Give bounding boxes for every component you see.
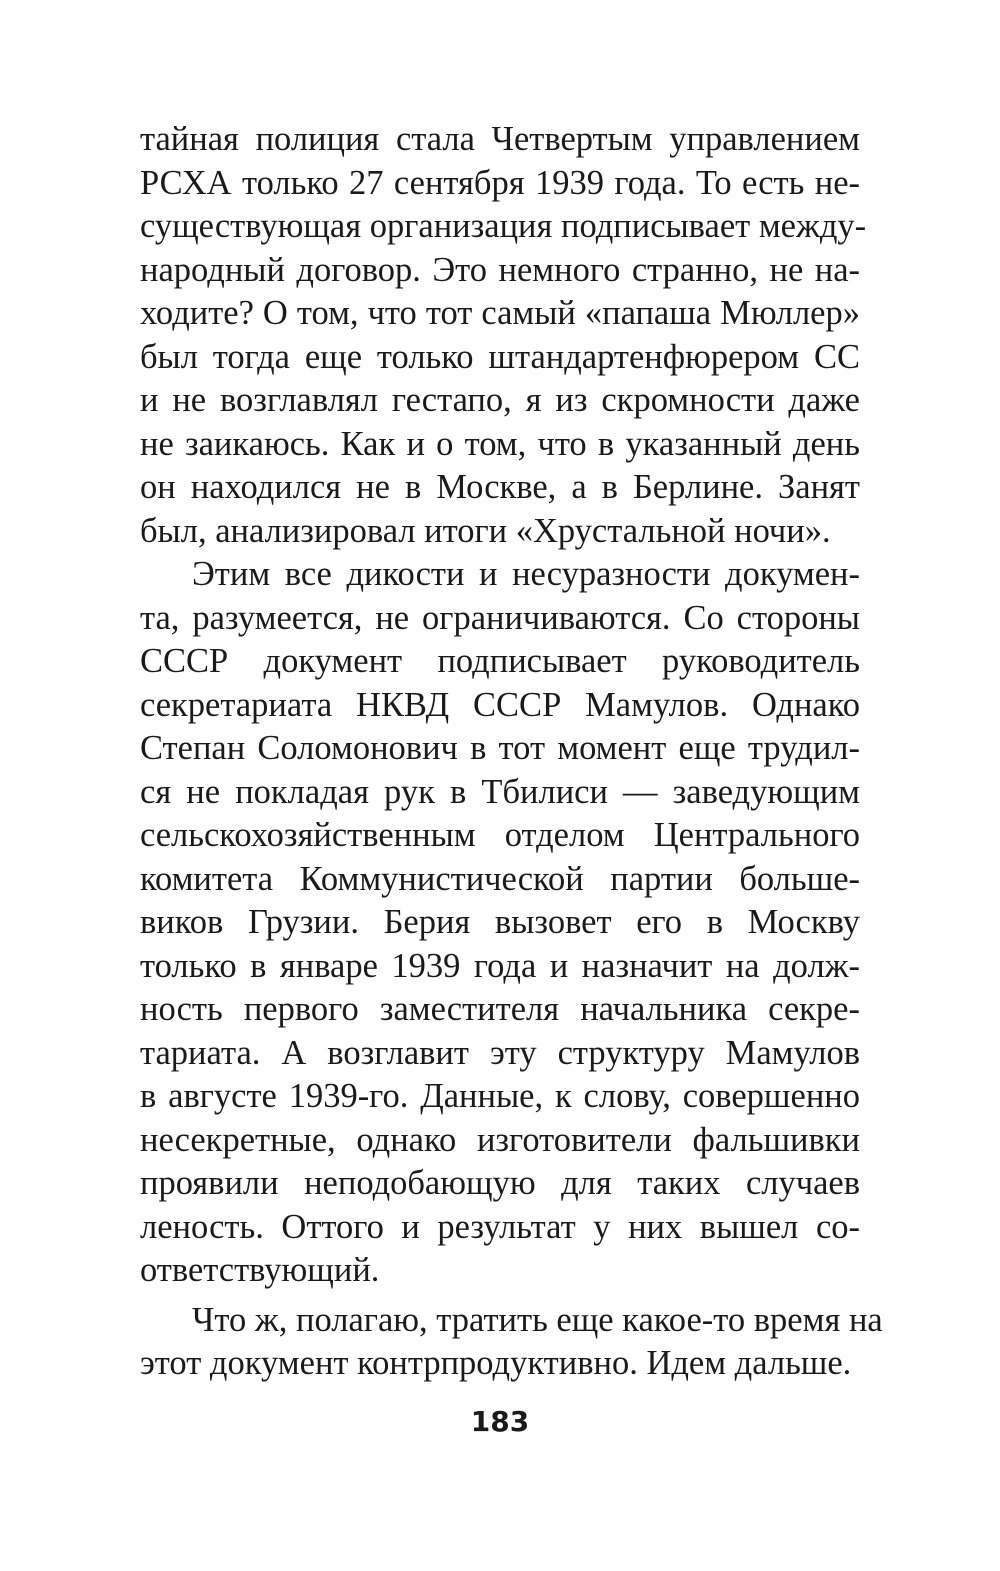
text-line: тайная полиция стала Четвертым управлением — [140, 120, 860, 158]
text-line: в августе 1939-го. Данные, к слову, совершенно — [140, 1077, 860, 1115]
text-line: он находился не в Москве, а в Берлине. Занят — [140, 468, 860, 506]
paragraph-1 — [140, 118, 867, 553]
text-line: тариата. А возглавит эту структуру Мамулов — [140, 1033, 860, 1072]
text-line: та, разумеется, не ограничиваются. Со стороны — [140, 598, 860, 637]
text-line: ся не покладая рук в Тбилиси — заведующим — [140, 772, 860, 811]
text-line: Степан Соломонович в тот момент еще трудил- — [140, 729, 860, 767]
text-line: Этим все дикости и несуразности докумен- — [192, 555, 860, 593]
text-line: только в январе 1939 года и назначит на долж- — [140, 946, 860, 985]
text-line: и не возглавлял гестапо, я из скромности даже — [140, 381, 860, 419]
paragraph-2 — [140, 553, 860, 1293]
text-line: несекретные, однако изготовители фальшивки — [140, 1120, 860, 1159]
text-line: СССР документ подписывает руководитель — [140, 642, 860, 680]
text-line: секретариата НКВД СССР Мамулов. Однако — [140, 685, 860, 724]
text-line: леность. Оттого и результат у них вышел со- — [140, 1207, 860, 1246]
text-line: комитета Коммунистической партии больше- — [140, 859, 860, 898]
text-line: ходите? О том, что тот самый «папаша Мюллер» — [140, 294, 860, 332]
text-line: сельскохозяйственным отделом Центрального — [140, 816, 860, 854]
text-line: ность первого заместителя начальника секре- — [140, 990, 860, 1028]
text-line: этот документ контрпродуктивно. Идем дальше. — [140, 1344, 852, 1382]
text-line: ответствующий. — [140, 1251, 380, 1289]
text-line: существующая организация подписывает между- — [140, 207, 867, 245]
text-line: народный договор. Это немного странно, не на- — [140, 250, 860, 289]
page-number: 183 — [470, 1405, 530, 1438]
text-line: РСХА только 27 сентября 1939 года. То есть не- — [140, 163, 860, 202]
text-line: был, анализировал итоги «Хрустальной ночи». — [140, 511, 831, 550]
text-line: был тогда еще только штандартенфюрером СС — [140, 337, 860, 376]
paragraph-3 — [140, 1299, 883, 1386]
text-line: виков Грузии. Берия вызовет его в Москву — [140, 903, 860, 941]
body-text — [140, 118, 883, 1386]
text-line: Что ж, полагаю, тратить еще какое-то время на — [192, 1300, 883, 1339]
text-line: проявили неподобающую для таких случаев — [140, 1164, 860, 1202]
text-line: не заикаюсь. Как и о том, что в указанный день — [140, 424, 860, 463]
